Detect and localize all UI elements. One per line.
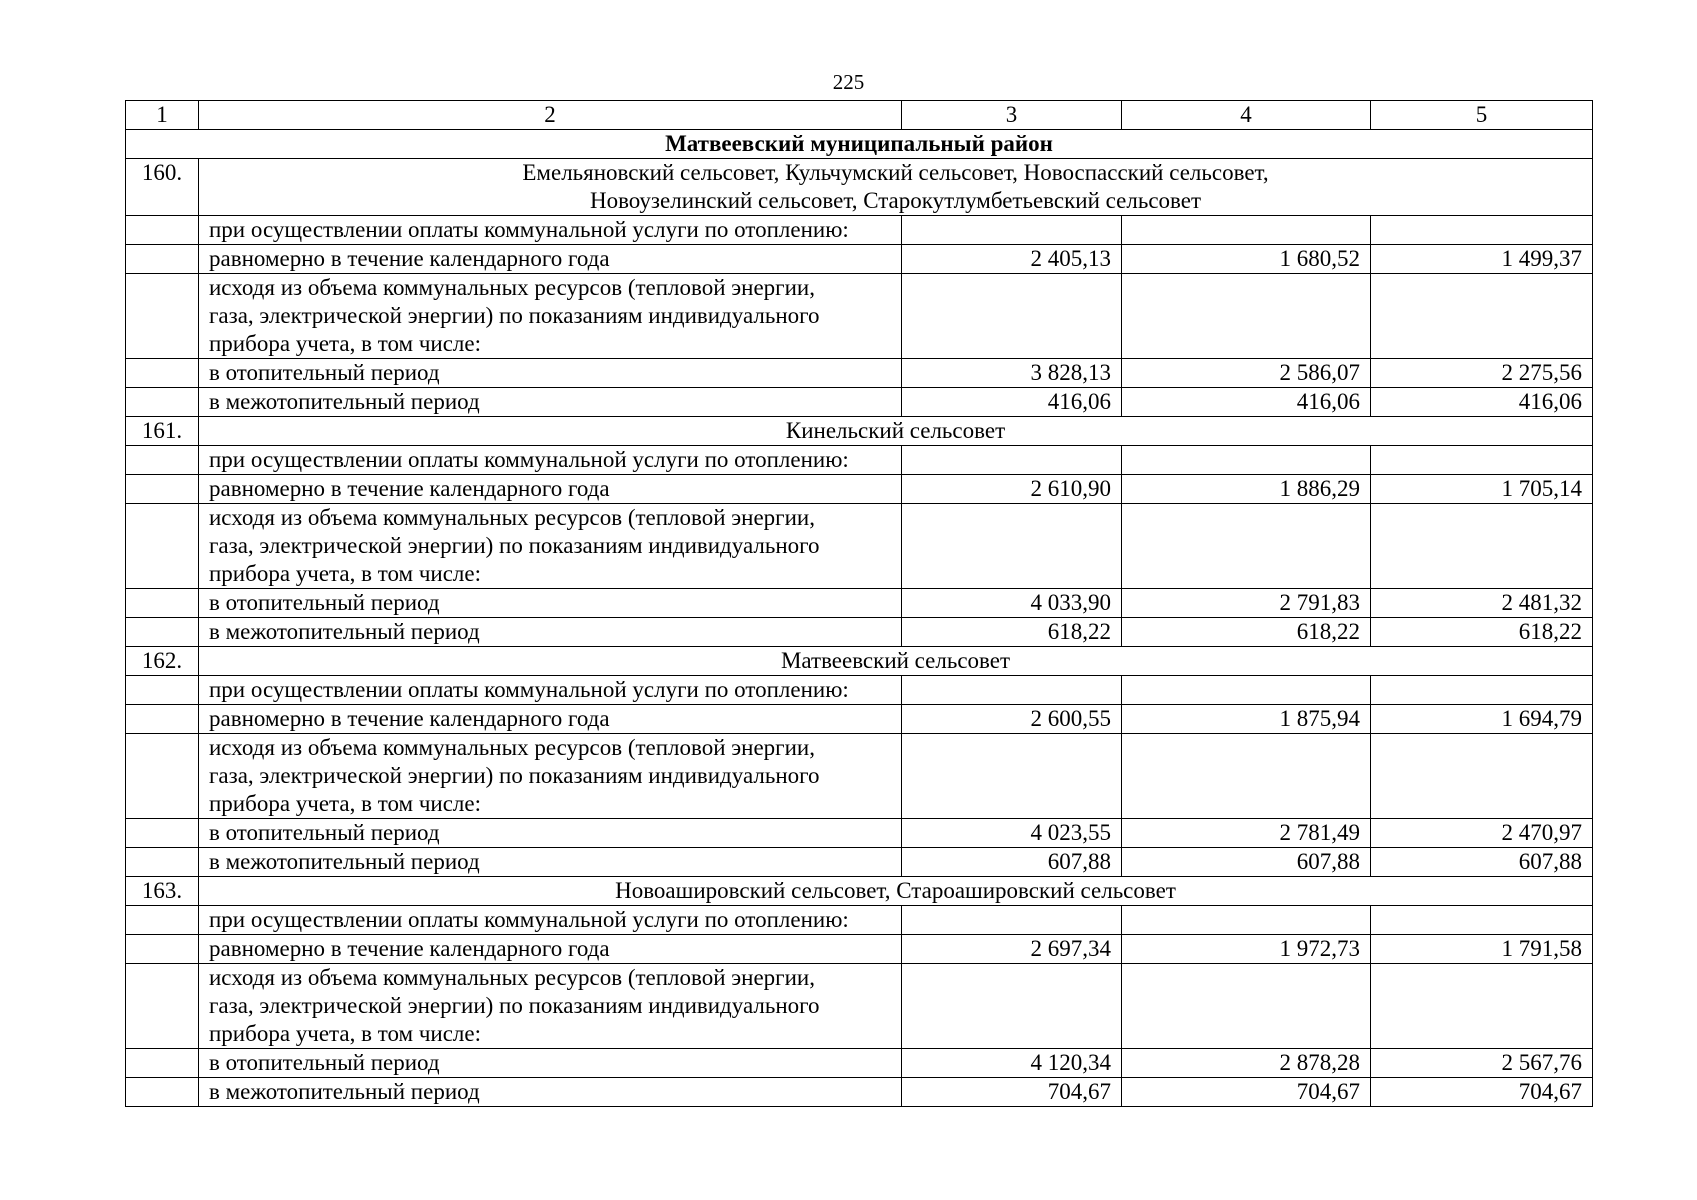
- section-header-row: [126, 417, 1593, 446]
- empty-value-cell: [902, 274, 1122, 359]
- tariff-value-col-4: 618,22: [1122, 618, 1371, 647]
- column-number-4: 4: [1122, 101, 1371, 130]
- tariff-value-col-5: 1 705,14: [1371, 475, 1593, 504]
- section-number: 160.: [126, 159, 199, 216]
- tariff-value-col-3: 416,06: [902, 388, 1122, 417]
- tariff-value-col-5: 2 470,97: [1371, 819, 1593, 848]
- meter-based-label-line-2: газа, электрической энергии) по показаниям индивидуального: [209, 533, 820, 558]
- non-heating-period-label: в межотопительный период: [199, 848, 902, 877]
- uniform-payment-label: равномерно в течение календарного года: [199, 245, 902, 274]
- empty-value-cell: [1122, 734, 1371, 819]
- empty-value-cell: [1371, 504, 1593, 589]
- section-header-row: [126, 877, 1593, 906]
- page-number: 225: [832, 70, 865, 94]
- payment-mode-label: при осуществлении оплаты коммунальной услуги по отоплению:: [199, 906, 902, 935]
- settlement-name-line-1: Новоашировский сельсовет, Староашировский сельсовет: [615, 878, 1176, 903]
- empty-value-cell: [1122, 504, 1371, 589]
- tariff-value-col-4: 2 781,49: [1122, 819, 1371, 848]
- non-heating-period-row: [126, 618, 1593, 647]
- empty-number-cell: [126, 964, 199, 1049]
- empty-value-cell: [1371, 446, 1593, 475]
- column-number-2: 2: [199, 101, 902, 130]
- empty-value-cell: [1122, 274, 1371, 359]
- settlement-name: [199, 159, 1593, 216]
- district-row: [126, 130, 1593, 159]
- empty-number-cell: [126, 705, 199, 734]
- empty-value-cell: [902, 676, 1122, 705]
- meter-based-label-line-2: газа, электрической энергии) по показаниям индивидуального: [209, 993, 820, 1018]
- non-heating-period-row: [126, 388, 1593, 417]
- heating-period-label: в отопительный период: [199, 589, 902, 618]
- settlement-name-line-1: Матвеевский сельсовет: [780, 648, 1011, 673]
- column-number-3: 3: [902, 101, 1122, 130]
- tariff-value-col-3: 2 610,90: [902, 475, 1122, 504]
- payment-mode-label: при осуществлении оплаты коммунальной услуги по отоплению:: [199, 216, 902, 245]
- tariff-value-col-4: 607,88: [1122, 848, 1371, 877]
- heating-period-row: [126, 1049, 1593, 1078]
- tariff-value-col-5: 1 499,37: [1371, 245, 1593, 274]
- meter-based-row: [126, 504, 1593, 589]
- empty-value-cell: [1371, 216, 1593, 245]
- column-number-5: 5: [1371, 101, 1593, 130]
- payment-mode-row: [126, 676, 1593, 705]
- empty-number-cell: [126, 734, 199, 819]
- non-heating-period-label: в межотопительный период: [199, 618, 902, 647]
- empty-number-cell: [126, 446, 199, 475]
- tariff-value-col-4: 1 886,29: [1122, 475, 1371, 504]
- non-heating-period-label: в межотопительный период: [199, 388, 902, 417]
- tariff-value-col-5: 618,22: [1371, 618, 1593, 647]
- empty-number-cell: [126, 618, 199, 647]
- tariff-value-col-3: 2 405,13: [902, 245, 1122, 274]
- tariff-value-col-4: 1 972,73: [1122, 935, 1371, 964]
- settlement-name: [199, 877, 1593, 906]
- empty-number-cell: [126, 1078, 199, 1107]
- tariff-value-col-5: 416,06: [1371, 388, 1593, 417]
- empty-value-cell: [1371, 734, 1593, 819]
- heating-period-row: [126, 359, 1593, 388]
- section-header-row: [126, 159, 1593, 216]
- meter-based-label-line-1: исходя из объема коммунальных ресурсов (тепловой энергии,: [209, 275, 815, 300]
- payment-mode-row: [126, 906, 1593, 935]
- tariff-value-col-4: 704,67: [1122, 1078, 1371, 1107]
- tariff-value-col-5: 1 694,79: [1371, 705, 1593, 734]
- meter-based-label-line-2: газа, электрической энергии) по показаниям индивидуального: [209, 303, 820, 328]
- payment-mode-row: [126, 216, 1593, 245]
- non-heating-period-row: [126, 1078, 1593, 1107]
- uniform-payment-row: [126, 705, 1593, 734]
- tariff-value-col-3: 618,22: [902, 618, 1122, 647]
- section-header-row: [126, 647, 1593, 676]
- tariff-value-col-3: 2 600,55: [902, 705, 1122, 734]
- tariff-value-col-3: 3 828,13: [902, 359, 1122, 388]
- tariff-value-col-4: 2 586,07: [1122, 359, 1371, 388]
- meter-based-label-line-3: прибора учета, в том числе:: [209, 1021, 481, 1046]
- empty-number-cell: [126, 475, 199, 504]
- payment-mode-label: при осуществлении оплаты коммунальной услуги по отоплению:: [199, 676, 902, 705]
- meter-based-label-line-1: исходя из объема коммунальных ресурсов (тепловой энергии,: [209, 735, 815, 760]
- empty-number-cell: [126, 676, 199, 705]
- empty-value-cell: [902, 734, 1122, 819]
- empty-number-cell: [126, 388, 199, 417]
- empty-number-cell: [126, 906, 199, 935]
- uniform-payment-label: равномерно в течение календарного года: [199, 475, 902, 504]
- settlement-name: [199, 417, 1593, 446]
- tariff-value-col-3: 4 023,55: [902, 819, 1122, 848]
- heating-period-row: [126, 589, 1593, 618]
- district-name: Матвеевский муниципальный район: [126, 130, 1593, 159]
- empty-value-cell: [1122, 446, 1371, 475]
- meter-based-label: [199, 734, 902, 819]
- non-heating-period-label: в межотопительный период: [199, 1078, 902, 1107]
- tariff-value-col-5: 607,88: [1371, 848, 1593, 877]
- empty-value-cell: [902, 504, 1122, 589]
- meter-based-row: [126, 274, 1593, 359]
- empty-value-cell: [1371, 906, 1593, 935]
- tariff-value-col-3: 607,88: [902, 848, 1122, 877]
- meter-based-row: [126, 964, 1593, 1049]
- tariff-value-col-4: 2 791,83: [1122, 589, 1371, 618]
- non-heating-period-row: [126, 848, 1593, 877]
- tariff-value-col-5: 2 567,76: [1371, 1049, 1593, 1078]
- meter-based-label: [199, 274, 902, 359]
- tariff-table: [125, 100, 1593, 1107]
- payment-mode-row: [126, 446, 1593, 475]
- tariff-value-col-3: 4 033,90: [902, 589, 1122, 618]
- section-number: 161.: [126, 417, 199, 446]
- empty-value-cell: [902, 216, 1122, 245]
- empty-number-cell: [126, 504, 199, 589]
- empty-number-cell: [126, 245, 199, 274]
- heating-period-label: в отопительный период: [199, 819, 902, 848]
- meter-based-row: [126, 734, 1593, 819]
- empty-number-cell: [126, 1049, 199, 1078]
- tariff-value-col-4: 1 680,52: [1122, 245, 1371, 274]
- meter-based-label-line-2: газа, электрической энергии) по показаниям индивидуального: [209, 763, 820, 788]
- heating-period-label: в отопительный период: [199, 359, 902, 388]
- empty-value-cell: [1122, 964, 1371, 1049]
- uniform-payment-row: [126, 935, 1593, 964]
- column-number-1: 1: [126, 101, 199, 130]
- meter-based-label-line-1: исходя из объема коммунальных ресурсов (тепловой энергии,: [209, 965, 815, 990]
- heating-period-label: в отопительный период: [199, 1049, 902, 1078]
- empty-number-cell: [126, 848, 199, 877]
- uniform-payment-row: [126, 475, 1593, 504]
- meter-based-label-line-3: прибора учета, в том числе:: [209, 561, 481, 586]
- empty-value-cell: [902, 446, 1122, 475]
- tariff-value-col-3: 4 120,34: [902, 1049, 1122, 1078]
- meter-based-label-line-3: прибора учета, в том числе:: [209, 791, 481, 816]
- tariff-value-col-4: 2 878,28: [1122, 1049, 1371, 1078]
- uniform-payment-label: равномерно в течение календарного года: [199, 705, 902, 734]
- empty-value-cell: [902, 964, 1122, 1049]
- empty-number-cell: [126, 589, 199, 618]
- empty-number-cell: [126, 935, 199, 964]
- empty-value-cell: [1371, 676, 1593, 705]
- empty-value-cell: [902, 906, 1122, 935]
- empty-number-cell: [126, 819, 199, 848]
- heating-period-row: [126, 819, 1593, 848]
- empty-value-cell: [1122, 906, 1371, 935]
- settlement-name-line-1: Кинельский сельсовет: [785, 418, 1006, 443]
- meter-based-label-line-3: прибора учета, в том числе:: [209, 331, 481, 356]
- uniform-payment-label: равномерно в течение календарного года: [199, 935, 902, 964]
- meter-based-label: [199, 504, 902, 589]
- empty-value-cell: [1371, 274, 1593, 359]
- settlement-name-line-2: Новоузелинский сельсовет, Старокутлумбетьевский сельсовет: [589, 188, 1202, 213]
- empty-number-cell: [126, 359, 199, 388]
- empty-value-cell: [1371, 964, 1593, 1049]
- tariff-value-col-3: 704,67: [902, 1078, 1122, 1107]
- column-number-row: [126, 101, 1593, 130]
- section-number: 162.: [126, 647, 199, 676]
- tariff-value-col-5: 2 481,32: [1371, 589, 1593, 618]
- tariff-value-col-4: 416,06: [1122, 388, 1371, 417]
- uniform-payment-row: [126, 245, 1593, 274]
- section-number: 163.: [126, 877, 199, 906]
- meter-based-label-line-1: исходя из объема коммунальных ресурсов (тепловой энергии,: [209, 505, 815, 530]
- tariff-value-col-3: 2 697,34: [902, 935, 1122, 964]
- tariff-value-col-4: 1 875,94: [1122, 705, 1371, 734]
- tariff-value-col-5: 704,67: [1371, 1078, 1593, 1107]
- empty-number-cell: [126, 274, 199, 359]
- empty-value-cell: [1122, 676, 1371, 705]
- payment-mode-label: при осуществлении оплаты коммунальной услуги по отоплению:: [199, 446, 902, 475]
- settlement-name: [199, 647, 1593, 676]
- empty-value-cell: [1122, 216, 1371, 245]
- tariff-value-col-5: 2 275,56: [1371, 359, 1593, 388]
- settlement-name-line-1: Емельяновский сельсовет, Кульчумский сельсовет, Новоспасский сельсовет,: [522, 160, 1269, 185]
- meter-based-label: [199, 964, 902, 1049]
- empty-number-cell: [126, 216, 199, 245]
- tariff-value-col-5: 1 791,58: [1371, 935, 1593, 964]
